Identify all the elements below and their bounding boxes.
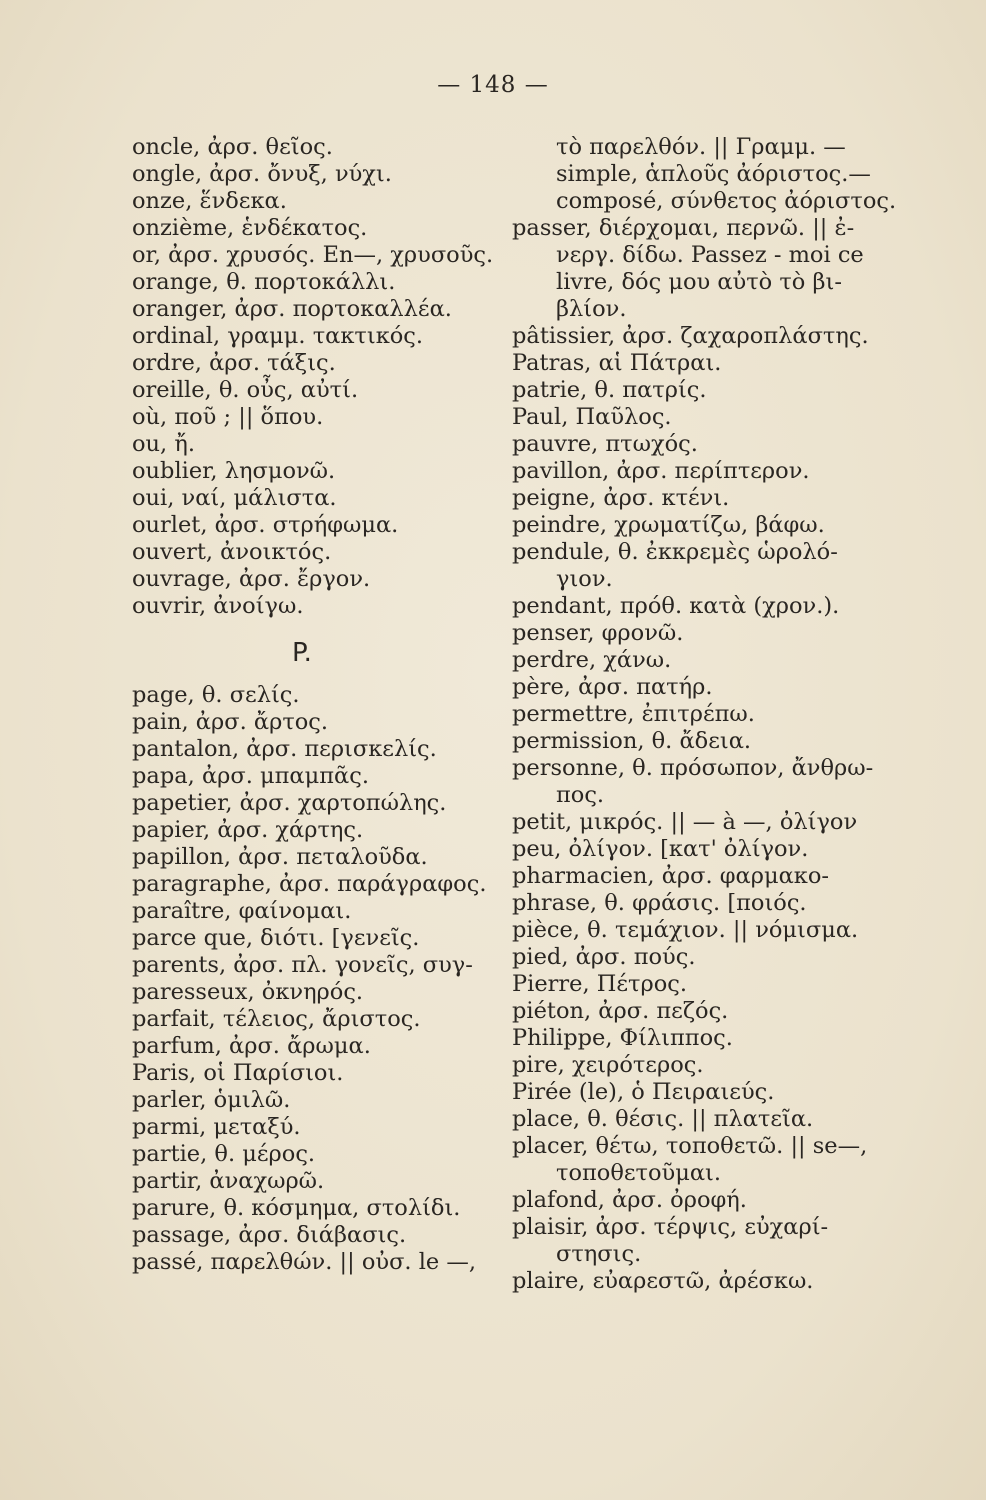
dictionary-entry: plaire, εὐαρεστῶ, ἀρέσκω. — [512, 1268, 814, 1294]
dictionary-entry: petit, μικρός. || — à —, ὀλίγον — [512, 809, 858, 835]
dictionary-entry: pire, χειρότερος. — [512, 1052, 704, 1078]
dictionary-entry: ouvrage, ἀρσ. ἔργον. — [132, 566, 371, 592]
dictionary-entry: place, θ. θέσις. || πλατεῖα. — [512, 1106, 814, 1132]
dictionary-entry: pantalon, ἀρσ. περισκελίς. — [132, 736, 437, 762]
dictionary-entry: oui, ναί, μάλιστα. — [132, 485, 337, 511]
dictionary-entry: pharmacien, ἀρσ. φαρμακο- — [512, 863, 830, 889]
dictionary-entry: pendant, πρόθ. κατὰ (χρον.). — [512, 593, 840, 619]
dictionary-entry: paraître, φαίνομαι. — [132, 898, 352, 924]
dictionary-entry: στησις. — [556, 1241, 642, 1267]
dictionary-entry: simple, ἁπλοῦς ἀόριστος.— — [556, 161, 871, 187]
dictionary-entry: permission, θ. ἄδεια. — [512, 728, 752, 754]
dictionary-entry: livre, δός μου αὐτὸ τὸ βι- — [556, 269, 842, 295]
dictionary-entry: pied, ἀρσ. πούς. — [512, 944, 696, 970]
dictionary-entry: plafond, ἀρσ. ὀροφή. — [512, 1187, 747, 1213]
dictionary-entry: penser, φρονῶ. — [512, 620, 684, 646]
dictionary-entry: Paul, Παῦλος. — [512, 404, 672, 430]
dictionary-entry: orange, θ. πορτοκάλλι. — [132, 269, 396, 295]
dictionary-entry: ourlet, ἀρσ. στρήφωμα. — [132, 512, 399, 538]
dictionary-entry: peindre, χρωματίζω, βάφω. — [512, 512, 825, 538]
dictionary-entry: passé, παρελθών. || οὐσ. le —, — [132, 1249, 477, 1275]
dictionary-entry: or, ἀρσ. χρυσός. En—, χρυσοῦς. — [132, 242, 494, 268]
dictionary-entry: βλίον. — [556, 296, 627, 322]
dictionary-entry: oranger, ἀρσ. πορτοκαλλέα. — [132, 296, 452, 322]
dictionary-entry: piéton, ἀρσ. πεζός. — [512, 998, 729, 1024]
dictionary-entry: partir, ἀναχωρῶ. — [132, 1168, 325, 1194]
left-column — [132, 134, 502, 1276]
dictionary-entry: ongle, ἀρσ. ὄνυξ, νύχι. — [132, 161, 392, 187]
dictionary-entry: τοποθετοῦμαι. — [556, 1160, 721, 1186]
dictionary-entry: perdre, χάνω. — [512, 647, 672, 673]
dictionary-entry: ou, ἤ. — [132, 431, 195, 457]
dictionary-entry: pauvre, πτωχός. — [512, 431, 698, 457]
dictionary-entry: Paris, οἱ Παρίσιοι. — [132, 1060, 344, 1086]
dictionary-entry: Pierre, Πέτρος. — [512, 971, 688, 997]
dictionary-entry: pendule, θ. ἐκκρεμὲς ὡρολό- — [512, 539, 838, 565]
dictionary-entry: Pirée (le), ὁ Πειραιεύς. — [512, 1079, 775, 1105]
section-letter: P. — [292, 638, 312, 668]
dictionary-entry: τὸ παρελθόν. || Γραμμ. — — [556, 134, 846, 160]
dictionary-entry: parmi, μεταξύ. — [132, 1114, 301, 1140]
dictionary-entry: placer, θέτω, τοποθετῶ. || se—, — [512, 1133, 868, 1159]
dictionary-entry: oreille, θ. οὖς, αὐτί. — [132, 377, 359, 403]
dictionary-entry: père, ἀρσ. πατήρ. — [512, 674, 713, 700]
dictionary-entry: plaisir, ἀρσ. τέρψις, εὐχαρί- — [512, 1214, 829, 1240]
dictionary-entry: νεργ. δίδω. Passez - moi ce — [556, 242, 864, 268]
dictionary-entry: pâtissier, ἀρσ. ζαχαροπλάστης. — [512, 323, 869, 349]
dictionary-entry: papillon, ἀρσ. πεταλοῦδα. — [132, 844, 428, 870]
dictionary-entry: papier, ἀρσ. χάρτης. — [132, 817, 364, 843]
dictionary-entry: pavillon, ἀρσ. περίπτερον. — [512, 458, 810, 484]
dictionary-entry: peu, ὀλίγον. [κατ' ὀλίγον. — [512, 836, 809, 862]
dictionary-entry: parce que, διότι. [γενεῖς. — [132, 925, 420, 951]
dictionary-entry: page, θ. σελίς. — [132, 682, 300, 708]
dictionary-entry: où, ποῦ ; || ὅπου. — [132, 404, 324, 430]
dictionary-entry: Patras, αἱ Πάτραι. — [512, 350, 722, 376]
dictionary-entry: onze, ἕνδεκα. — [132, 188, 287, 214]
dictionary-entry: pièce, θ. τεμάχιον. || νόμισμα. — [512, 917, 859, 943]
dictionary-entry: permettre, ἐπιτρέπω. — [512, 701, 755, 727]
dictionary-entry: passer, διέρχομαι, περνῶ. || ἐ- — [512, 215, 855, 241]
dictionary-entry: πος. — [556, 782, 605, 808]
dictionary-entry: papa, ἀρσ. μπαμπᾶς. — [132, 763, 369, 789]
dictionary-entry: patrie, θ. πατρίς. — [512, 377, 707, 403]
dictionary-entry: oncle, ἀρσ. θεῖος. — [132, 134, 333, 160]
dictionary-entry: partie, θ. μέρος. — [132, 1141, 316, 1167]
dictionary-entry: passage, ἀρσ. διάβασις. — [132, 1222, 407, 1248]
page-number: — 148 — — [437, 72, 549, 98]
dictionary-entry: oublier, λησμονῶ. — [132, 458, 336, 484]
dictionary-entry: Philippe, Φίλιππος. — [512, 1025, 733, 1051]
dictionary-entry: parents, ἀρσ. πλ. γονεῖς, συγ- — [132, 952, 473, 978]
dictionary-entry: parfait, τέλειος, ἄριστος. — [132, 1006, 421, 1032]
dictionary-entry: onzième, ἑνδέκατος. — [132, 215, 368, 241]
dictionary-entry: ouvrir, ἀνοίγω. — [132, 593, 304, 619]
dictionary-entry: parler, ὁμιλῶ. — [132, 1087, 291, 1113]
dictionary-entry: parfum, ἀρσ. ἄρωμα. — [132, 1033, 371, 1059]
dictionary-entry: peigne, ἀρσ. κτένι. — [512, 485, 730, 511]
dictionary-entry: phrase, θ. φράσις. [ποιός. — [512, 890, 807, 916]
dictionary-entry: paragraphe, ἀρσ. παράγραφος. — [132, 871, 487, 897]
dictionary-entry: γιον. — [556, 566, 613, 592]
right-column — [512, 134, 897, 1295]
dictionary-entry: ordre, ἀρσ. τάξις. — [132, 350, 336, 376]
dictionary-entry: papetier, ἀρσ. χαρτοπώλης. — [132, 790, 447, 816]
dictionary-entry: paresseux, ὀκνηρός. — [132, 979, 364, 1005]
dictionary-entry: parure, θ. κόσμημα, στολίδι. — [132, 1195, 461, 1221]
dictionary-entry: ordinal, γραμμ. τακτικός. — [132, 323, 424, 349]
dictionary-entry: ouvert, ἀνοικτός. — [132, 539, 332, 565]
dictionary-entry: personne, θ. πρόσωπον, ἄνθρω- — [512, 755, 874, 781]
dictionary-entry: pain, ἀρσ. ἄρτος. — [132, 709, 329, 735]
dictionary-entry: composé, σύνθετος ἀόριστος. — [556, 188, 897, 214]
